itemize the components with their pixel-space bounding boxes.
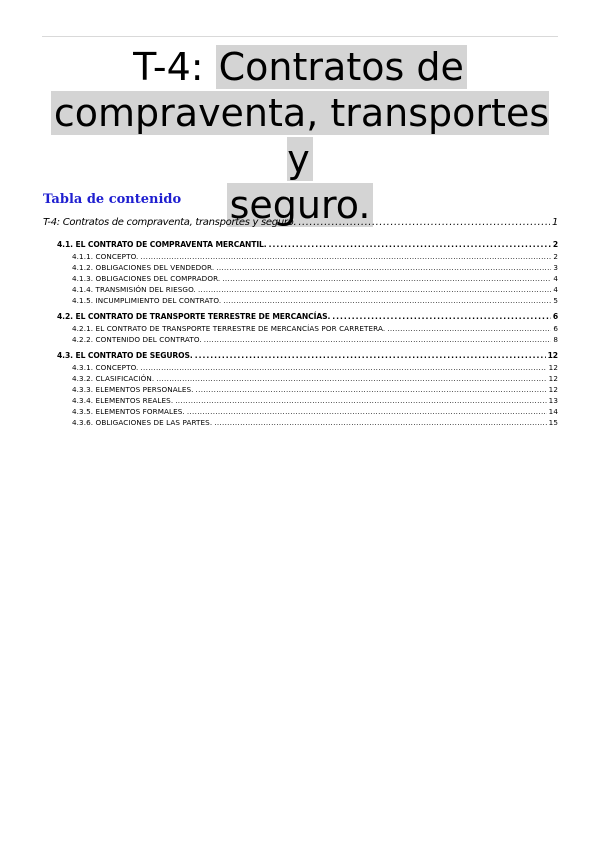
toc-entry-label: 4.3. EL CONTRATO DE SEGUROS. [57,351,193,360]
toc-dot-leader [195,350,546,362]
toc-subsection-entry[interactable] [43,384,558,395]
toc-page-number: 15 [548,418,558,427]
toc-subsection-entry[interactable] [43,395,558,406]
toc-entry-label: 4.3.2. CLASIFICACIÓN. [72,374,155,383]
toc-dot-leader [140,251,551,262]
toc-subsection-entry[interactable] [43,362,558,373]
toc-entry-label: 4.1.2. OBLIGACIONES DEL VENDEDOR. [72,263,215,272]
toc-dot-leader [196,384,547,395]
toc-entry-label: 4.2.2. CONTENIDO DEL CONTRATO. [72,335,202,344]
toc-page-number: 6 [552,312,558,321]
toc-dot-leader [387,323,551,334]
toc-subsection-entry[interactable] [43,417,558,428]
toc-entry-label: 4.3.1. CONCEPTO. [72,363,139,372]
toc-page-number: 12 [547,351,558,360]
title-highlight-line1: Contratos de [216,45,467,89]
toc-dot-leader [222,273,551,284]
toc-page-number: 2 [552,240,558,249]
toc-dot-leader [332,311,551,323]
title-highlight-line2: compraventa, transportes y [51,91,549,181]
toc-subsection-entry[interactable] [43,334,558,345]
toc-sections [43,239,558,428]
toc-dot-leader [269,239,551,251]
toc-page-number: 2 [553,252,558,261]
toc-page-number: 4 [553,285,558,294]
toc-page-number: 12 [548,363,558,372]
toc-entry-label: 4.1.5. INCUMPLIMIENTO DEL CONTRATO. [72,296,222,305]
toc-entry-label: 4.3.3. ELEMENTOS PERSONALES. [72,385,194,394]
toc-dot-leader [214,417,546,428]
toc-entry-label: 4.1. EL CONTRATO DE COMPRAVENTA MERCANTIL. [57,240,267,249]
toc-page-number: 5 [553,296,558,305]
toc-subsection-entry[interactable] [43,284,558,295]
header-divider [42,36,558,37]
toc-dot-leader [175,395,546,406]
toc-dot-leader [223,295,551,306]
title-highlight-line3: seguro. [227,183,374,227]
toc-entry-label: T-4: Contratos de compraventa, transportes y seguro. [43,217,297,228]
table-of-contents [43,212,558,428]
toc-subsection-entry[interactable] [43,273,558,284]
toc-page-number: 14 [548,407,558,416]
toc-main-entry[interactable] [43,212,558,234]
toc-section-entry[interactable] [43,239,558,251]
toc-page-number: 4 [553,274,558,283]
toc-dot-leader [298,212,550,234]
toc-page-number: 1 [551,217,558,228]
toc-dot-leader [140,362,546,373]
toc-entry-label: 4.1.1. CONCEPTO. [72,252,139,261]
toc-entry-label: 4.2.1. EL CONTRATO DE TRANSPORTE TERRESTRE DE MERCANCÍAS POR CARRETERA. [72,324,386,333]
toc-subsection-entry[interactable] [43,251,558,262]
toc-entry-label: 4.3.6. OBLIGACIONES DE LAS PARTES. [72,418,213,427]
toc-dot-leader [198,284,551,295]
toc-page-number: 13 [548,396,558,405]
toc-heading: Tabla de contenido [43,192,182,207]
toc-dot-leader [187,406,547,417]
toc-dot-leader [216,262,551,273]
toc-entry-label: 4.1.3. OBLIGACIONES DEL COMPRADOR. [72,274,221,283]
toc-page-number: 6 [553,324,558,333]
toc-entry-label: 4.3.5. ELEMENTOS FORMALES. [72,407,185,416]
toc-subsection-entry[interactable] [43,262,558,273]
toc-subsection-entry[interactable] [43,373,558,384]
toc-entry-label: 4.1.4. TRANSMISIÓN DEL RIESGO. [72,285,196,294]
toc-subsection-entry[interactable] [43,323,558,334]
toc-section-entry[interactable] [43,350,558,362]
toc-subsection-entry[interactable] [43,295,558,306]
toc-page-number: 12 [548,374,558,383]
toc-entry-label: 4.3.4. ELEMENTOS REALES. [72,396,174,405]
toc-subsection-entry[interactable] [43,406,558,417]
toc-page-number: 3 [553,263,558,272]
toc-entry-label: 4.2. EL CONTRATO DE TRANSPORTE TERRESTRE DE MERCANCÍAS. [57,312,331,321]
toc-dot-leader [156,373,546,384]
toc-page-number: 12 [548,385,558,394]
toc-section-entry[interactable] [43,311,558,323]
toc-page-number: 8 [553,335,558,344]
toc-dot-leader [204,334,552,345]
title-prefix: T-4: [133,45,216,89]
